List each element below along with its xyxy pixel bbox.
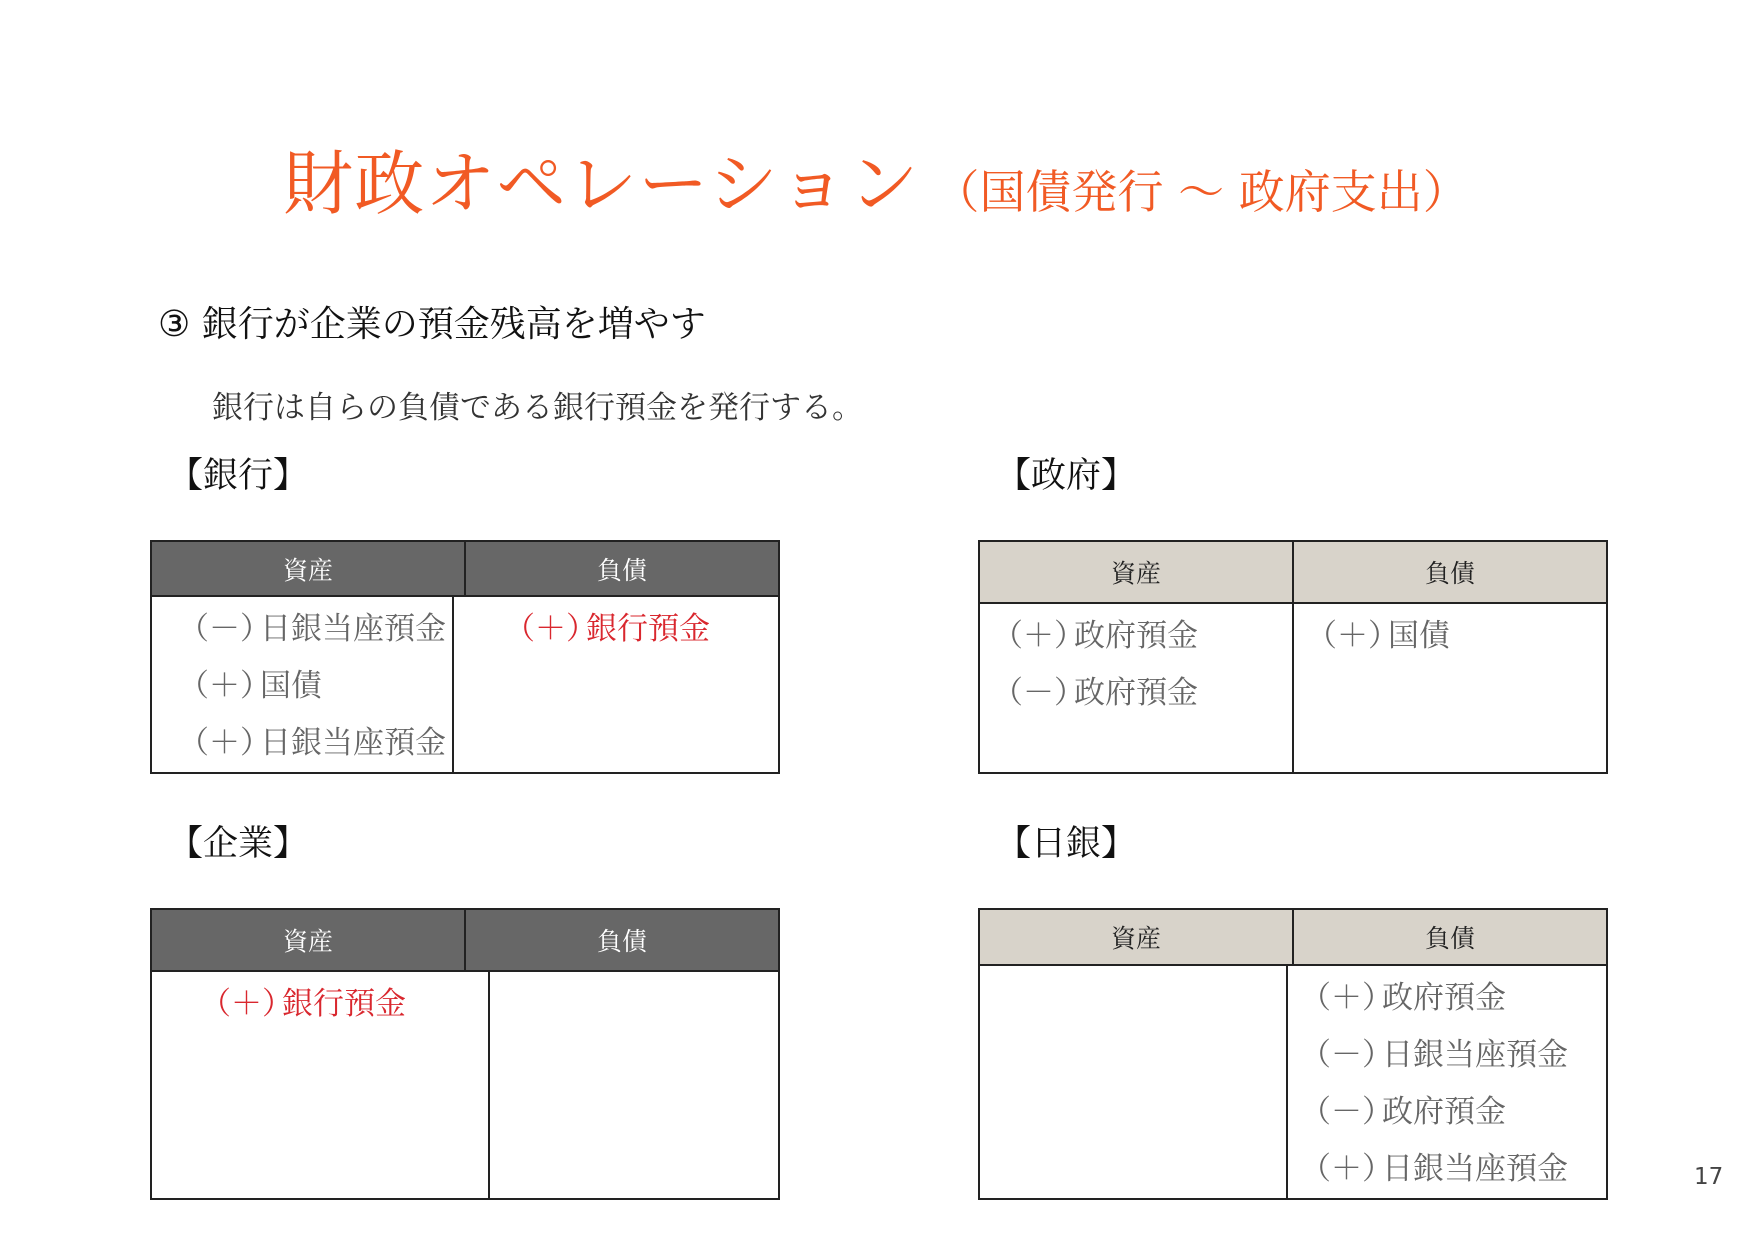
government-liabilities-column [1292,604,1606,772]
company-table-header [152,910,778,972]
entry-sign: （＋） [992,618,1085,654]
bank-liability-entry [504,601,778,658]
entry-sign: （－） [1300,1094,1393,1130]
bank-assets-column [152,597,452,772]
bank-asset-entry [178,658,452,715]
government-assets-column [980,604,1292,772]
company-assets-column [152,972,488,1198]
company-t-account [150,908,780,1200]
government-liabilities-header: 負債 [1292,542,1606,602]
bank-asset-entry [178,715,452,772]
government-label: 【政府】 [996,456,1137,496]
company-liabilities-header: 負債 [464,910,778,970]
entry-sign: （－） [992,675,1085,711]
boj-t-account [978,908,1608,1200]
company-asset-entry [200,976,488,1033]
entry-text: 政府預金 [1382,1094,1506,1130]
bank-liabilities-header: 負債 [464,542,778,595]
company-liabilities-column [488,972,778,1198]
company-assets-header: 資産 [282,927,333,956]
entry-sign: （＋） [178,725,271,761]
entry-sign: （＋） [200,986,293,1022]
entry-text: 日銀当座預金 [1382,1037,1568,1073]
boj-liability-entry [1300,1141,1606,1198]
entry-text: 政府預金 [1382,980,1506,1016]
government-t-account [978,540,1608,774]
entry-sign: （＋） [1300,980,1393,1016]
government-table-header [980,542,1606,604]
entry-text: 銀行預金 [586,611,710,647]
entry-text: 国債 [260,668,322,704]
government-assets-header: 資産 [1110,559,1161,588]
entry-text: 銀行預金 [282,986,406,1022]
boj-assets-header: 資産 [1110,924,1161,953]
bank-label: 【銀行】 [168,456,309,496]
boj-assets-column [980,966,1286,1198]
boj-label: 【日銀】 [996,824,1137,864]
bank-liabilities-column [452,597,778,772]
government-liability-entry [1306,608,1606,665]
entry-text: 日銀当座預金 [260,725,446,761]
bank-t-account [150,540,780,774]
company-label: 【企業】 [168,824,309,864]
entry-text: 国債 [1388,618,1450,654]
entry-text: 政府預金 [1074,618,1198,654]
entry-sign: （＋） [504,611,597,647]
page-title [0,128,1752,229]
entry-sign: （＋） [1306,618,1399,654]
page-number: 17 [1694,1164,1724,1190]
boj-liabilities-header: 負債 [1292,910,1606,964]
entry-text: 日銀当座預金 [1382,1151,1568,1187]
entry-sign: （＋） [178,668,271,704]
boj-liability-entry [1300,1027,1606,1084]
title-sub: （国債発行 ～ 政府支出） [933,165,1469,219]
government-asset-entry [992,608,1292,665]
boj-liabilities-column [1286,966,1606,1198]
bank-assets-header: 資産 [282,555,333,585]
boj-table-header [980,910,1606,966]
entry-sign: （－） [178,611,271,647]
entry-text: 日銀当座預金 [260,611,446,647]
entry-sign: （－） [1300,1037,1393,1073]
title-main: 財政オペレーション [283,143,920,225]
entry-sign: （＋） [1300,1151,1393,1187]
step-description: 銀行は自らの負債である銀行預金を発行する。 [212,390,863,426]
government-asset-entry [992,665,1292,722]
bank-asset-entry [178,601,452,658]
boj-liability-entry [1300,1084,1606,1141]
boj-liability-entry [1300,970,1606,1027]
step-heading: ③ 銀行が企業の預金残高を増やす [158,304,706,345]
bank-table-header [152,542,778,597]
entry-text: 政府預金 [1074,675,1198,711]
